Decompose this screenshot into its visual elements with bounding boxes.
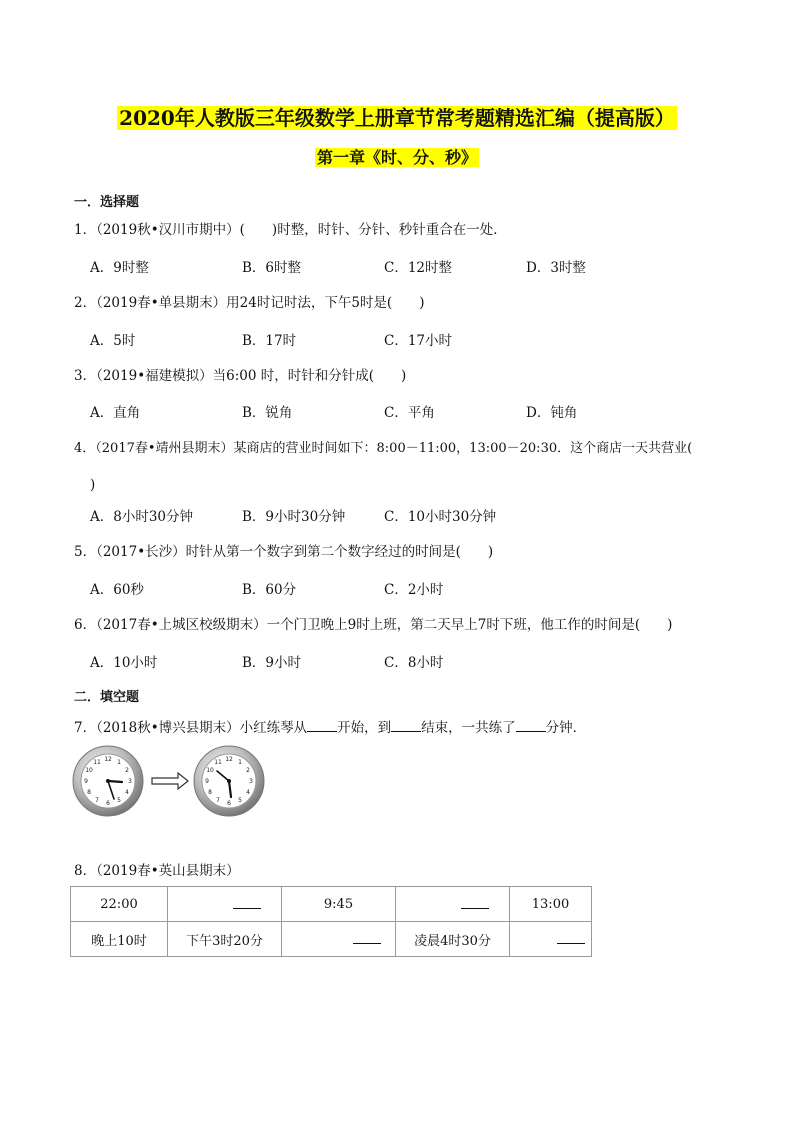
svg-text:11: 11	[93, 759, 101, 766]
question-1-text: 1．（2019秋•汉川市期中）( )时整，时针、分针、秒针重合在一处．	[74, 222, 507, 238]
question-5-text: 5．（2017•长沙）时针从第一个数字到第二个数字经过的时间是( )	[74, 544, 494, 560]
svg-text:8: 8	[87, 789, 91, 796]
q4-option-a: A．8小时30分钟	[90, 509, 194, 525]
q2-option-b: B．17时	[242, 333, 297, 349]
table-row	[71, 887, 592, 922]
question-7-text: 7．（2018秋•博兴县期末）小红练琴从 开始，到 结束，一共练了 分钟．	[74, 717, 586, 738]
svg-text:2: 2	[125, 767, 129, 774]
q1-option-a: A．9时整	[90, 260, 149, 276]
svg-text:3: 3	[249, 778, 253, 785]
q4-option-c: C．10小时30分钟	[384, 509, 497, 525]
q3-option-d: D．钝角	[526, 405, 578, 421]
svg-text:7: 7	[216, 797, 220, 804]
q1-option-c: C．12时整	[384, 260, 453, 276]
svg-text:4: 4	[246, 789, 250, 796]
q2-option-c: C．17小时	[384, 333, 453, 349]
q3-option-c: C．平角	[384, 405, 435, 421]
svg-text:11: 11	[214, 759, 222, 766]
q4-option-b: B．9小时30分钟	[242, 509, 346, 525]
q5-option-b: B．60分	[242, 582, 297, 598]
arrow-right-icon	[152, 773, 188, 789]
table-cell-blank[interactable]	[168, 887, 282, 922]
table-cell-blank[interactable]	[396, 887, 510, 922]
q6-option-a: A．10小时	[90, 655, 158, 671]
svg-text:10: 10	[85, 767, 93, 774]
q7-blank-start[interactable]	[307, 717, 337, 732]
svg-text:8: 8	[208, 789, 212, 796]
table-cell-blank[interactable]	[282, 922, 396, 957]
q7-blank-minutes[interactable]	[516, 717, 546, 732]
svg-text:9: 9	[84, 778, 88, 785]
question-6-text: 6．（2017春•上城区校级期末）一个门卫晚上9时上班，第二天早上7时下班，他工作的时间是( )	[74, 617, 673, 633]
table-cell: 下午3时20分	[168, 922, 282, 957]
q5-option-a: A．60秒	[90, 582, 144, 598]
q6-option-b: B．9小时	[242, 655, 302, 671]
svg-text:5: 5	[238, 797, 242, 804]
table-cell: 9:45	[282, 887, 396, 922]
q6-option-c: C．8小时	[384, 655, 444, 671]
chapter-subtitle: 第一章《时、分、秒》	[316, 148, 477, 167]
svg-text:3: 3	[128, 778, 132, 785]
q1-option-b: B．6时整	[242, 260, 302, 276]
table-cell-blank[interactable]	[510, 922, 592, 957]
svg-text:6: 6	[106, 800, 110, 807]
q3-option-a: A．直角	[90, 405, 141, 421]
svg-text:2: 2	[246, 767, 250, 774]
q1-option-d: D．3时整	[526, 260, 586, 276]
svg-text:10: 10	[206, 767, 214, 774]
table-cell: 晚上10时	[71, 922, 168, 957]
svg-text:6: 6	[227, 800, 231, 807]
section-choice-heading: 一．选择题	[74, 195, 140, 210]
page-title: 2020年人教版三年级数学上册章节常考题精选汇编（提高版）	[119, 106, 675, 130]
svg-text:7: 7	[95, 797, 99, 804]
svg-text:1: 1	[238, 759, 242, 766]
q3-option-b: B．锐角	[242, 405, 293, 421]
table-row	[71, 922, 592, 957]
svg-text:9: 9	[205, 778, 209, 785]
svg-text:12: 12	[225, 756, 233, 763]
q8-time-table	[70, 886, 592, 957]
table-cell: 22:00	[71, 887, 168, 922]
section-fill-heading: 二．填空题	[74, 690, 140, 705]
clock-start-icon	[73, 746, 143, 816]
question-4-text: 4．（2017春•靖州县期末）某商店的营业时间如下：8:00－11:00，13:00－20:30．这个商店一天共营业(	[74, 441, 693, 456]
question-4-text-cont: )	[90, 477, 96, 493]
q7-clocks-figure	[72, 745, 272, 817]
svg-text:12: 12	[104, 756, 112, 763]
q2-option-a: A．5时	[90, 333, 136, 349]
table-cell: 13:00	[510, 887, 592, 922]
question-8-text: 8．（2019春•英山县期末）	[74, 863, 240, 879]
svg-text:1: 1	[117, 759, 121, 766]
clock-end-icon	[194, 746, 264, 816]
svg-text:4: 4	[125, 789, 129, 796]
question-3-text: 3．（2019•福建模拟）当6:00 时，时针和分针成( )	[74, 368, 407, 384]
q7-blank-end[interactable]	[391, 717, 421, 732]
q5-option-c: C．2小时	[384, 582, 444, 598]
svg-text:5: 5	[117, 797, 121, 804]
question-2-text: 2．（2019春•单县期末）用24时记时法，下午5时是( )	[74, 295, 425, 311]
table-cell: 凌晨4时30分	[396, 922, 510, 957]
